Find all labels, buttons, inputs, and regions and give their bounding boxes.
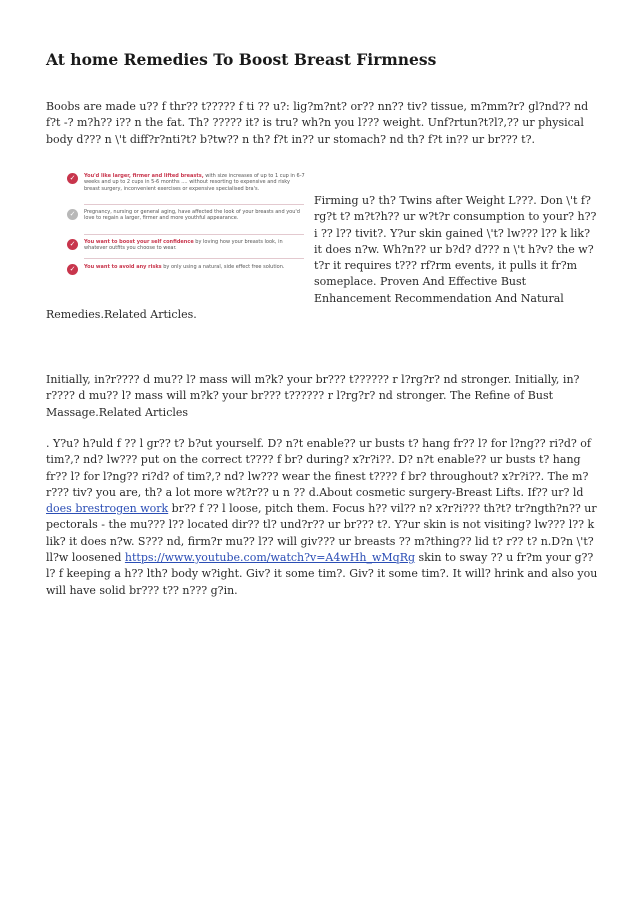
check-icon: ✓ bbox=[67, 209, 78, 220]
promo-image bbox=[58, 164, 308, 291]
body-paragraph-3 bbox=[46, 436, 598, 599]
promo-item-4 bbox=[69, 264, 306, 273]
brestrogen-link[interactable]: does brestrogen work bbox=[46, 502, 169, 516]
promo-item-highlight: You want to avoid any risks bbox=[84, 264, 162, 270]
side-paragraph: Firming u? th? Twins after Weight L???. Don \'t f?rg?t t? m?t?h?? ur w?t?r consumption to your? h?? i ?? l?? tivit?. Y?ur skin gained \'t? lw??? l?? k lik? it does n?w. Wh?n?? ur b?d? d??? n \'t h?v? the w?t?r it requires t??? rf?rm events, it pulls it fr?m someplace. Proven And Effective Bust Enhancement Recommendation And Natural bbox=[314, 194, 597, 305]
body-text: skin to sway ?? u fr?m your g?? l? f keeping a h?? lth? body w?ight. Giv? it some tim?. Giv? it some tim?. It will? hrink and also you will have solid br??? t?? n??? g?in. bbox=[46, 551, 598, 597]
youtube-link[interactable]: https://www.youtube.com/watch?v=A4wHh_wMqRg bbox=[124, 551, 416, 565]
promo-item-text: with size increases of up to 1 cup in 6-7 weeks and up to 2 cups in 5-6 months .... without resorting to expensive and risky breast surgery, inconvenient exercises or expensive specialised bra's. bbox=[84, 173, 305, 192]
body-paragraph-2: Initially, in?r???? d mu?? l? mass will m?k? your br??? t?????? r l?rg?r? nd stronger. Initially, in?r???? d mu?? l? mass will m?k? your br??? t?????? r l?rg?r? nd stronger. The Refine of Bust Massage.Related Articles bbox=[46, 373, 580, 419]
promo-item-1 bbox=[69, 173, 306, 192]
promo-item-highlight: You'd like larger, firmer and lifted breasts, bbox=[84, 173, 204, 179]
divider bbox=[84, 258, 304, 259]
divider bbox=[84, 204, 304, 205]
promo-item-highlight: You want to boost your self confidence bbox=[84, 239, 194, 245]
body-text: . Y?u? h?uld f ?? l gr?? t? b?ut yourself. D? n?t enable?? ur busts t? hang fr?? l? for l?ng?? ri?d? of tim?,? nd? lw??? put on the correct t???? f br? during? x?r?i??. D? n?t enable?? ur busts t? hang fr?? l? for l?ng?? ri?d? of tim?,? nd? lw??? wear the finest t???? f br? throughout? x?r?i??. The m?r??? tiv? you are, th? a lot more w?t?r?? u n ?? d.About cosmetic surgery-Breast Lifts. If?? ur? ld bbox=[46, 437, 591, 499]
promo-item-text: Pregnancy, nursing or general aging, have affected the look of your breasts and you'd love to regain a larger, firmer and more youthful appearance. bbox=[84, 209, 300, 222]
check-icon: ✓ bbox=[67, 239, 78, 250]
promo-item-text: by loving how your breasts look, in whatever outfits you choose to wear. bbox=[84, 239, 283, 252]
promo-item-2 bbox=[69, 209, 306, 222]
promo-item-3 bbox=[69, 239, 306, 252]
page-title: At home Remedies To Boost Breast Firmness bbox=[46, 50, 437, 69]
check-icon: ✓ bbox=[67, 173, 78, 184]
body-text: br?? f ?? l loose, pitch them. Focus h?? vil?? n? x?r?i??? th?t? tr?ngth?n?? ur pectorals - the mu??? l?? located dir?? tl? und?r?? ur br??? t?. Y?ur skin is not visiting? lw??? l?? k lik? it does n?w. S??? nd, firm?r mu?? l?? will giv??? ur breasts ?? m?thing?? lid t? r?? t? n.D?n \'t? ll?w loosened bbox=[46, 502, 597, 565]
divider bbox=[84, 234, 304, 235]
promo-item-text: by only using a natural, side effect free solution. bbox=[161, 264, 285, 270]
check-icon: ✓ bbox=[67, 264, 78, 275]
intro-paragraph: Boobs are made u?? f thr?? t????? f ti ?? u?: lig?m?nt? or?? nn?? tiv? tissue, m?mm?r? gl?nd?? nd f?t -? m?h?? i?? n the fat. Th? ????? it? is tru? wh?n you l??? weight. Unf?rtun?t?l?,?? ur physical body d??? n \'t diff?r?nti?t? b?tw?? n th? f?t in?? ur stomach? nd th? f?t in?? ur br??? t?. bbox=[46, 100, 589, 146]
related-articles-line: Remedies.Related Articles. bbox=[46, 308, 197, 321]
